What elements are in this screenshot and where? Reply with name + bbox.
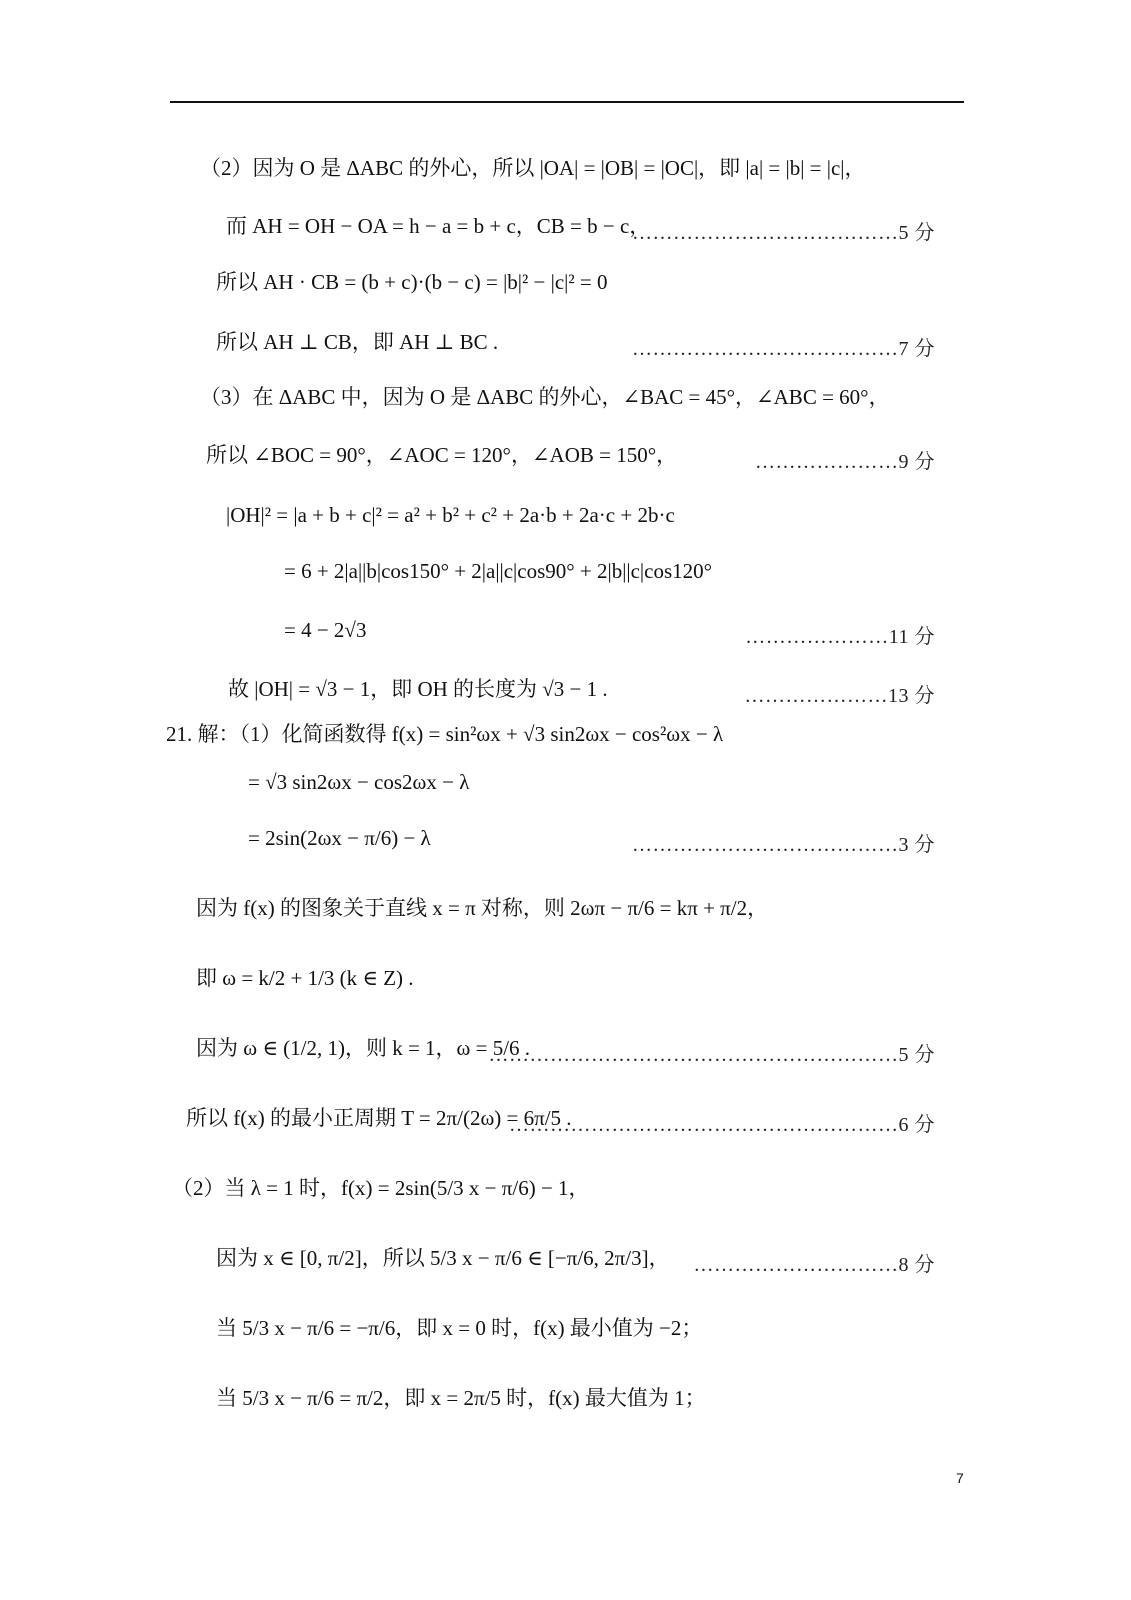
text-line: 当 5/3 x − π/6 = π/2，即 x = 2π/5 时，f(x) 最大值为 1； bbox=[216, 1386, 706, 1410]
text-line: 因为 ω ∈ (1/2, 1)，则 k = 1，ω = 5/6 . bbox=[196, 1036, 531, 1060]
score-marker: …………………11 分 bbox=[745, 626, 935, 648]
score-marker: …………………………………5 分 bbox=[632, 222, 935, 244]
score-marker: …………………………8 分 bbox=[693, 1254, 935, 1276]
text-line: （3）在 ΔABC 中，因为 O 是 ΔABC 的外心，∠BAC = 45°，∠ABC = 60°， bbox=[200, 385, 890, 409]
page-number: 7 bbox=[956, 1470, 964, 1486]
text-line: （2）当 λ = 1 时，f(x) = 2sin(5/3 x − π/6) − 1， bbox=[172, 1176, 590, 1200]
text-line: （2）因为 O 是 ΔABC 的外心，所以 |OA| = |OB| = |OC|，即 |a| = |b| = |c|， bbox=[200, 156, 866, 180]
score-marker: ……………………………………………………5 分 bbox=[488, 1044, 935, 1066]
text-line: 因为 f(x) 的图象关于直线 x = π 对称，则 2ωπ − π/6 = kπ + π/2， bbox=[196, 896, 769, 920]
text-line: 所以 AH ⊥ CB，即 AH ⊥ BC . bbox=[216, 330, 499, 354]
score-marker: …………………………………………………6 分 bbox=[509, 1114, 935, 1136]
score-marker: …………………9 分 bbox=[755, 451, 935, 473]
text-line: 当 5/3 x − π/6 = −π/6，即 x = 0 时，f(x) 最小值为 −2； bbox=[216, 1316, 703, 1340]
text-line: 所以 ∠BOC = 90°，∠AOC = 120°，∠AOB = 150°， bbox=[206, 443, 678, 467]
text-line: = 6 + 2|a||b|cos150° + 2|a||c|cos90° + 2|b||c|cos120° bbox=[284, 559, 713, 583]
text-line: |OH|² = |a + b + c|² = a² + b² + c² + 2a·b + 2a·c + 2b·c bbox=[226, 503, 675, 527]
text-line: 所以 f(x) 的最小正周期 T = 2π/(2ω) = 6π/5 . bbox=[186, 1106, 572, 1130]
header-rule bbox=[170, 101, 964, 103]
text-line: 即 ω = k/2 + 1/3 (k ∈ Z) . bbox=[196, 966, 414, 990]
text-line: = √3 sin2ωx − cos2ωx − λ bbox=[248, 770, 470, 794]
text-line: 21. 解：（1）化简函数得 f(x) = sin²ωx + √3 sin2ωx − cos²ωx − λ bbox=[166, 722, 724, 746]
text-line: 所以 AH · CB = (b + c)·(b − c) = |b|² − |c|² = 0 bbox=[216, 270, 608, 294]
text-line: 因为 x ∈ [0, π/2]，所以 5/3 x − π/6 ∈ [−π/6, 2π/3]， bbox=[216, 1246, 670, 1270]
text-line: = 4 − 2√3 bbox=[284, 618, 367, 642]
text-line: 故 |OH| = √3 − 1，即 OH 的长度为 √3 − 1 . bbox=[228, 677, 608, 701]
text-line: = 2sin(2ωx − π/6) − λ bbox=[248, 826, 431, 850]
text-line: 而 AH = OH − OA = h − a = b + c，CB = b − c， bbox=[226, 214, 651, 238]
score-marker: …………………………………7 分 bbox=[632, 338, 935, 360]
score-marker: …………………13 分 bbox=[744, 685, 935, 707]
score-marker: …………………………………3 分 bbox=[632, 834, 935, 856]
